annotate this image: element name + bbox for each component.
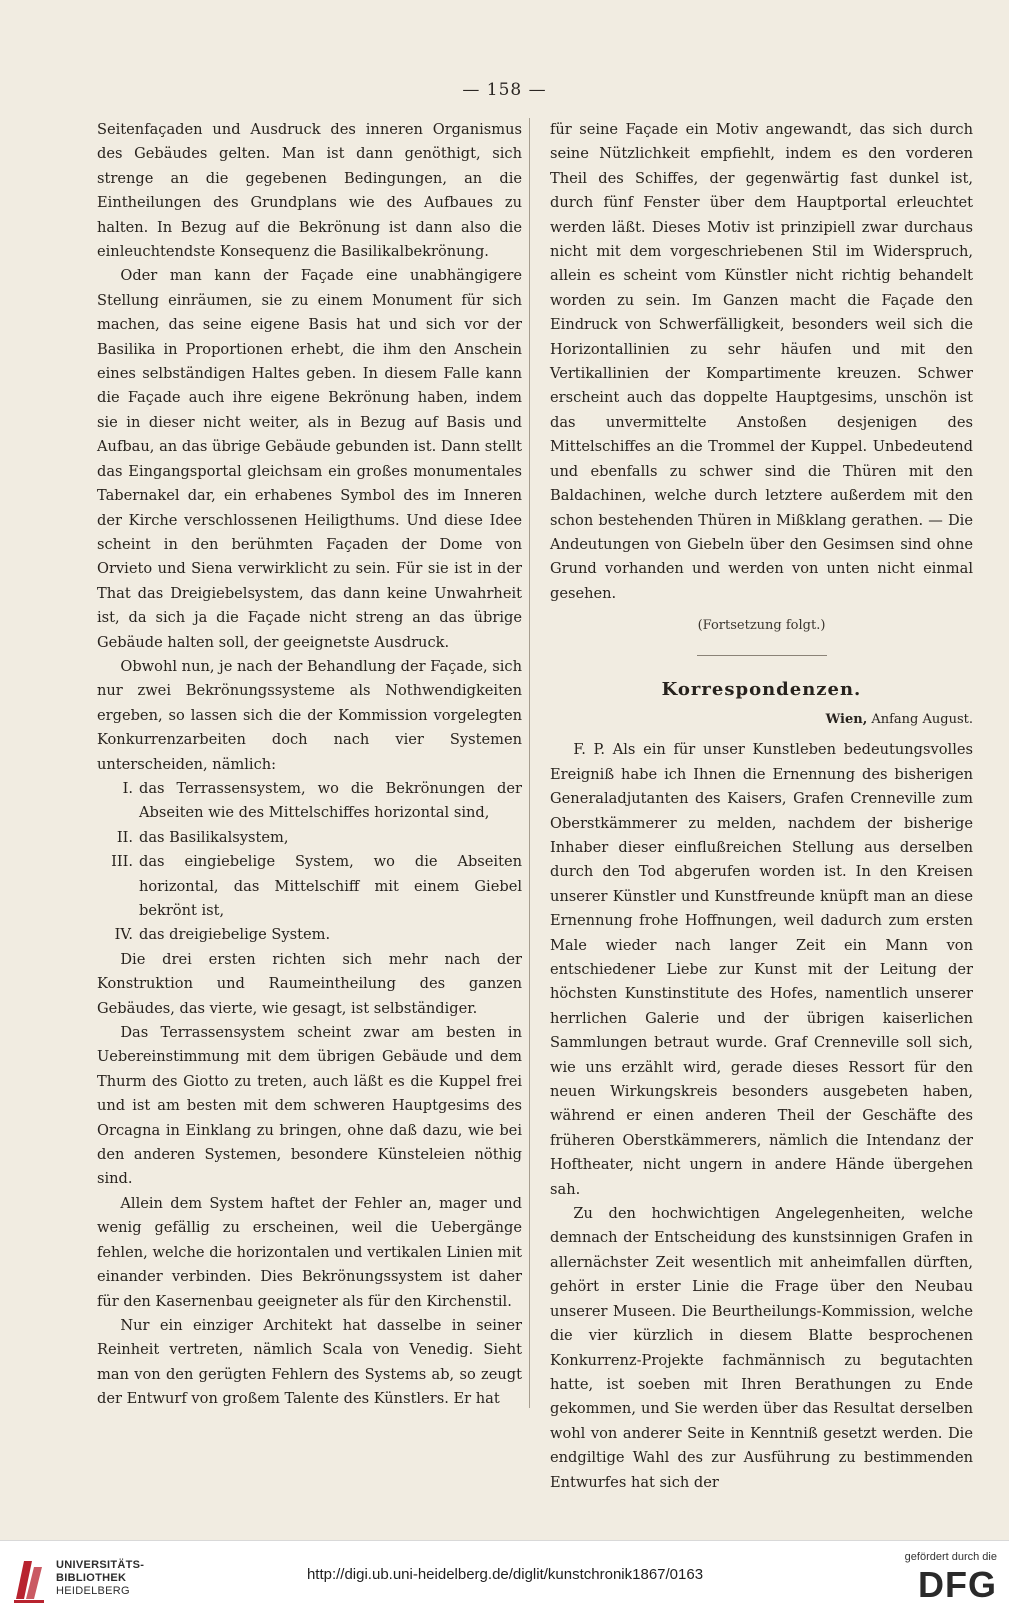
university-library-logo-icon xyxy=(10,1555,50,1605)
list-text: das dreigiebelige System. xyxy=(139,926,331,944)
paragraph: für seine Façade ein Motiv angewandt, das sich durch seine Nützlichkeit empfiehlt, indem es den vorderen Theil des Schiffes, der gegenwärtig fast dunkel ist, durch fünf Fenster über dem Hauptportal erleuchtet werden läßt. Dieses Motiv ist prinzipiell zwar durchaus nicht mit dem vorgeschriebenen Stil im Widerspruch, allein es scheint vom Künstler nicht richtig behandelt worden zu sein. Im Ganzen macht die Façade den Eindruck von Schwerfälligkeit, besonders weil sich die Horizontallinien zu sehr häufen und mit den Vertikallinien der Kompartimente kreuzen. Schwer erscheint auch das doppelte Hauptgesims, unschön ist das unvermittelte Anstoßen desjenigen des Mittelschiffes an die Trommel der Kuppel. Unbedeutend und ebenfalls zu schwer sind die Thüren mit den Baldachinen, welche durch letztere außerdem mit den schon bestehenden Thüren in Mißklang gerathen. — Die Andeutungen von Giebeln über den Gesimsen sind ohne Grund vorhanden und werden von unten nicht einmal gesehen. xyxy=(550,121,973,602)
list-item xyxy=(97,826,522,850)
systems-list xyxy=(97,777,522,948)
paragraph: Obwohl nun, je nach der Behandlung der Façade, sich nur zwei Bekrönungssysteme als Nothwendigkeiten ergeben, so lassen sich die der Kommission vorgelegten Konkurrenzarbeiten doch nach vier Systemen unterscheiden, nämlich: xyxy=(97,657,522,773)
funding-caption: gefördert durch die xyxy=(904,1551,997,1563)
dateline-place: Wien, xyxy=(825,711,868,727)
right-column xyxy=(550,118,973,1495)
section-divider xyxy=(697,655,827,656)
continuation-note: (Fortsetzung folgt.) xyxy=(697,618,826,634)
paragraph: Allein dem System haftet der Fehler an, mager und wenig gefällig zu erscheinen, weil die Uebergänge fehlen, welche die horizontalen und vertikalen Linien mit einander verbinden. Dies Bekrönungssystem ist daher für den Kasernenbau geeigneter als für den Kirchenstil. xyxy=(97,1194,522,1310)
list-number: IV. xyxy=(114,926,133,944)
institution-line: UNIVERSITÄTS- xyxy=(56,1559,145,1571)
institution-line: HEIDELBERG xyxy=(56,1585,130,1597)
list-item xyxy=(97,923,522,947)
left-column xyxy=(97,118,522,1412)
dfg-logo: DFG xyxy=(918,1564,997,1605)
footer-bar xyxy=(0,1540,1009,1617)
list-item xyxy=(97,850,522,923)
list-item xyxy=(97,777,522,826)
dateline xyxy=(550,708,973,732)
paragraph: Die drei ersten richten sich mehr nach der Konstruktion und Raumeintheilung des ganzen Gebäudes, das vierte, wie gesagt, ist selbständiger. xyxy=(97,950,522,1017)
list-text: das Basilikalsystem, xyxy=(139,828,289,846)
paragraph: Oder man kann der Façade eine unabhängigere Stellung einräumen, sie zu einem Monument für sich machen, das seine eigene Basis hat und sich vor der Basilika in Proportionen erhebt, die ihm den Anschein eines selbständigen Haltes geben. In diesem Falle kann die Façade auch ihre eigene Bekrönung haben, indem sie in dieser nicht weiter, als in Bezug auf Basis und Aufbau, an das übrige Gebäude gebunden ist. Dann stellt das Eingangsportal gleichsam ein großes monumentales Tabernakel dar, ein erhabenes Symbol des im Inneren der Kirche verschlossenen Heiligthums. Und diese Idee scheint in den berühmten Façaden der Dome von Orvieto und Siena verwirklicht zu sein. Für sie ist in der That das Dreigiebelsystem, das dann keine Unwahrheit ist, da sich ja die Façade nicht streng an das übrige Gebäude halten soll, der geeignetste Ausdruck. xyxy=(97,267,522,651)
list-number: III. xyxy=(111,853,133,871)
column-divider xyxy=(529,118,530,1408)
paragraph: Das Terrassensystem scheint zwar am besten in Uebereinstimmung mit dem übrigen Gebäude und dem Thurm des Giotto zu treten, auch läßt es die Kuppel frei und ist am besten mit dem schweren Hauptgesims des Orcagna in Einklang zu bringen, ohne daß dazu, wie bei den anderen Systemen, besondere Künsteleien nöthig sind. xyxy=(97,1024,522,1188)
paragraph: Seitenfaçaden und Ausdruck des inneren Organismus des Gebäudes gelten. Man ist dann genöthigt, sich strenge an die gegebenen Bedingungen, an die Eintheilungen des Grundplans wie des Aufbaues zu halten. In Bezug auf die Bekrönung ist dann also die einleuchtendste Konsequenz die Basilikalbekrönung. xyxy=(97,121,522,261)
paragraph: Zu den hochwichtigen Angelegenheiten, welche demnach der Entscheidung des kunstsinnigen Grafen in allernächster Zeit wesentlich mit anheimfallen dürften, gehört in erster Linie die Frage über den Neubau unserer Museen. Die Beurtheilungs-Kommission, welche die vier kürzlich in diesem Blatte besprochenen Konkurrenz-Projekte fachmännisch zu begutachten hatte, ist soeben mit Ihren Berathungen zu Ende gekommen, und Sie werden über das Resultat derselben wohl von anderer Seite in Kenntniß gesetzt werden. Die endgiltige Wahl des zur Ausführung zu bestimmenden Entwurfes hat sich der xyxy=(550,1205,973,1491)
institution-line: BIBLIOTHEK xyxy=(56,1572,127,1584)
source-url-link[interactable]: http://digi.ub.uni-heidelberg.de/diglit/kunstchronik1867/0163 xyxy=(306,1566,704,1583)
page-number: — 158 — xyxy=(462,80,547,100)
funder-block xyxy=(887,1551,997,1607)
list-text: das eingiebelige System, wo die Abseiten horizontal, das Mittelschiff mit einem Giebel bekrönt ist, xyxy=(139,853,522,919)
list-number: II. xyxy=(116,828,133,846)
list-text: das Terrassensystem, wo die Bekrönungen der Abseiten wie des Mittelschiffes horizontal sind, xyxy=(139,779,522,822)
dateline-date: Anfang August. xyxy=(871,711,973,727)
paragraph: F. P. Als ein für unser Kunstleben bedeutungsvolles Ereigniß habe ich Ihnen die Ernennung des bisherigen Generaladjutanten des Kaisers, Grafen Crenneville zum Oberstkämmerer zu melden, nachdem der bisherige Inhaber dieser einflußreichen Stellung aus derselben durch den Tod abgerufen worden ist. In den Kreisen unserer Künstler und Kunstfreunde knüpft man an diese Ernennung frohe Hoffnungen, weil dadurch zum ersten Male wieder nach langer Zeit ein Mann von entschiedener Liebe zur Kunst mit der Leitung der höchsten Kunstinstitute des Hofes, namentlich unserer herrlichen Galerie und der übrigen kaiserlichen Sammlungen betraut wurde. Graf Crenneville soll sich, wie uns erzählt wird, gerade dieses Ressort für den neuen Wirkungskreis besonders ausgebeten haben, während er einen anderen Theil der Geschäfte des früheren Oberstkämmerers, nämlich die Intendanz der Hoftheater, nicht ungern in andere Hände übergehen sah. xyxy=(550,741,973,1198)
paragraph: Nur ein einziger Architekt hat dasselbe in seiner Reinheit vertreten, nämlich Scala von Venedig. Sieht man von den gerügten Fehlern des Systems ab, so zeugt der Entwurf von großem Talente des Künstlers. Er hat xyxy=(97,1316,522,1408)
section-title: Korrespondenzen. xyxy=(661,678,862,700)
institution-name xyxy=(56,1559,144,1598)
list-number: I. xyxy=(122,779,133,797)
